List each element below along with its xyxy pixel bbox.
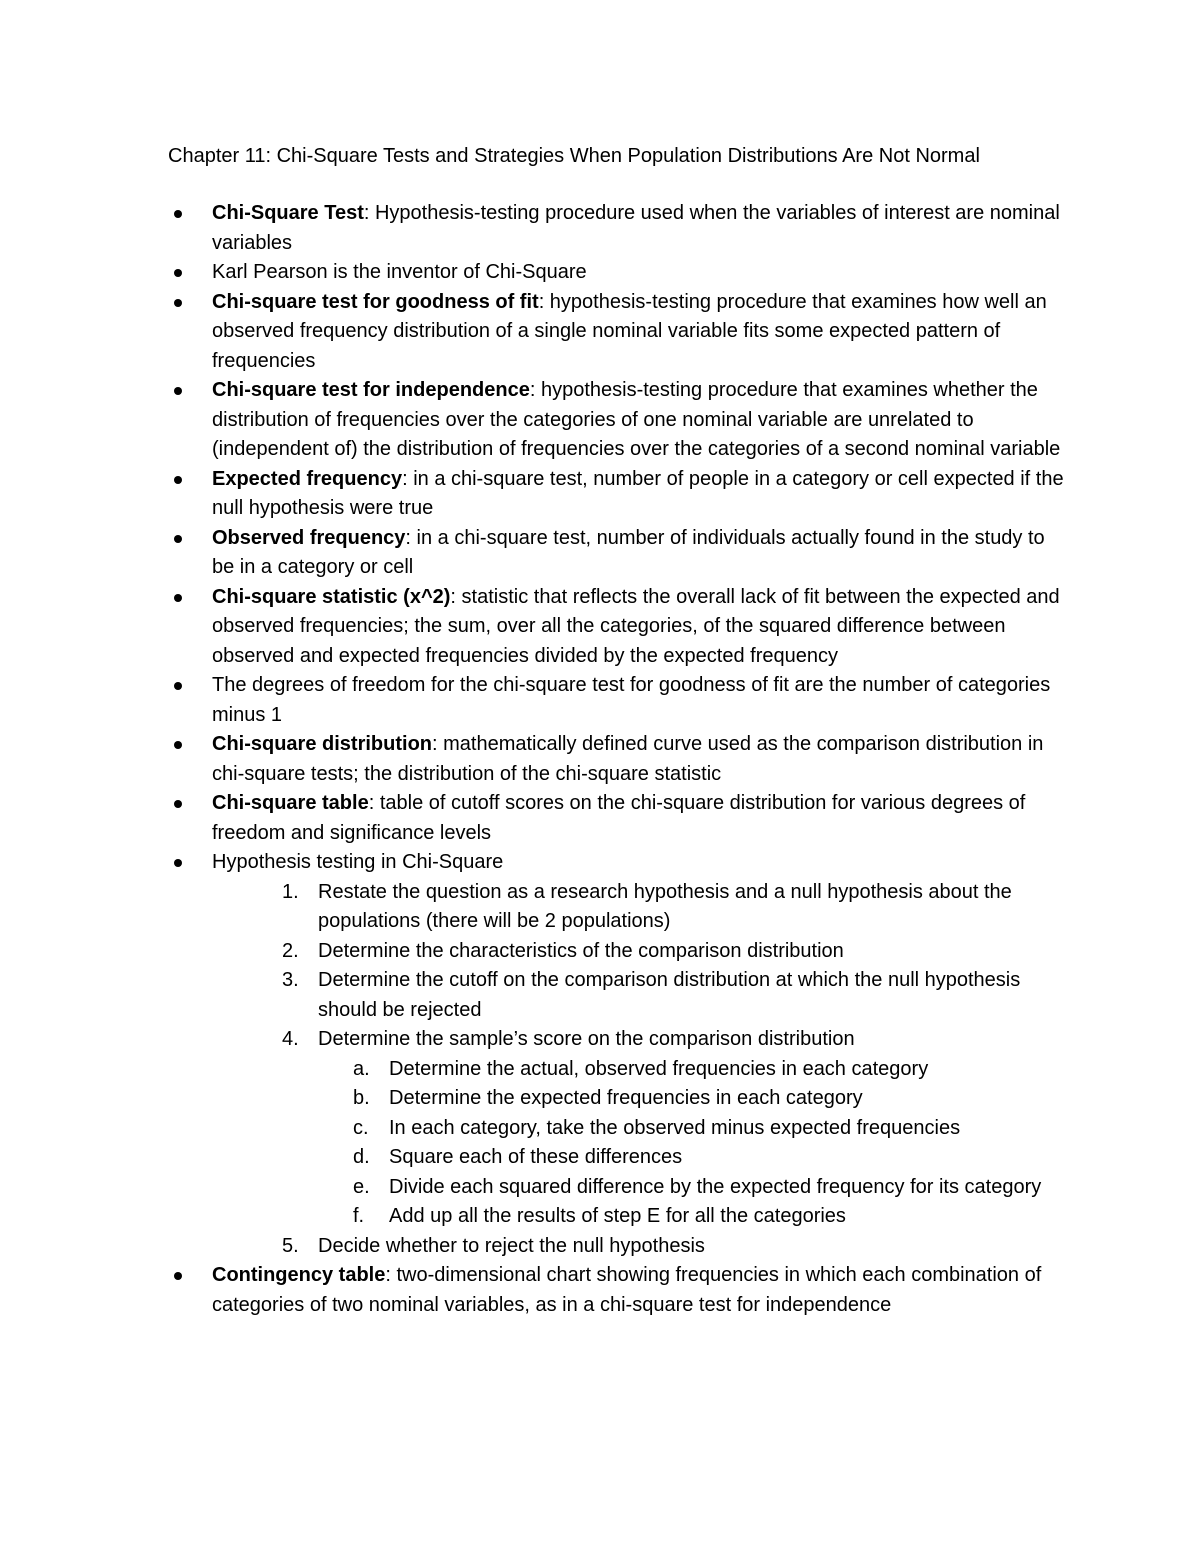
list-item [212,730,1072,789]
list-item [212,789,1072,848]
step-text: Determine the sample’s score on the comparison distribution [318,1028,855,1050]
definition: : in a chi-square test, number of individuals actually found in the study to be in a category or cell [212,526,1045,578]
list-item [212,465,1072,524]
term: Chi-Square Test [212,202,364,224]
step-text: Determine the characteristics of the comparison distribution [318,939,844,962]
step-number: 3. [282,969,299,991]
hypothesis-testing-item [212,848,1072,1261]
chapter-title: Chapter 11: Chi-Square Tests and Strategies When Population Distributions Are Not Normal [168,145,980,167]
definition: : in a chi-square test, number of people in a category or cell expected if the null hypothesis were true [212,467,1064,519]
substep-letter: c. [353,1116,369,1139]
list-item [212,1261,1072,1320]
substep-item [353,1055,1072,1085]
definition: : hypothesis-testing procedure that examines whether the distribution of frequencies over the categories of one nominal variable are unrelated to (independent of) the distribution of frequencies over the categories of a second nominal variable [212,379,1061,460]
step-text: Restate the question as a research hypothesis and a null hypothesis about the populations (there will be 2 populations) [318,880,1012,932]
substep-text: Square each of these differences [389,1146,683,1168]
step-number: 5. [282,1234,299,1257]
substep-item [353,1114,1072,1144]
definition: Karl Pearson is the inventor of Chi-Square [212,261,587,283]
substep-item [353,1202,1072,1232]
definition: The degrees of freedom for the chi-square test for goodness of fit are the number of categories minus 1 [212,674,1051,726]
substeps-list [318,1055,1072,1232]
step-number: 2. [282,939,299,962]
list-item [212,524,1072,583]
definition: : Hypothesis-testing procedure used when the variables of interest are nominal variables [212,202,1060,254]
term: Expected frequency [212,467,403,490]
term: Observed frequency [212,526,406,549]
list-item [212,376,1072,465]
list-item [212,583,1072,672]
definition: : statistic that reflects the overall lack of fit between the expected and observed frequencies; the sum, over all the categories, of the squared difference between observed and expected frequencies divided by the expected frequency [212,585,1060,667]
step-number: 4. [282,1028,299,1050]
list-item [212,258,1072,288]
step-item [282,878,1072,937]
definition: : two-dimensional chart showing frequencies in which each combination of categories of two nominal variables, as in a chi-square test for independence [212,1264,1042,1316]
step-number: 1. [282,880,299,903]
term: Chi-square distribution [212,733,432,755]
list-item [212,199,1072,258]
step-text: Decide whether to reject the null hypothesis [318,1234,705,1257]
list-item [212,671,1072,730]
definition: : table of cutoff scores on the chi-square distribution for various degrees of freedom and significance levels [212,792,1026,844]
substep-letter: e. [353,1175,370,1198]
substep-letter: a. [353,1057,370,1080]
substep-letter: f. [353,1205,365,1227]
step-text: Determine the cutoff on the comparison distribution at which the null hypothesis should be rejected [318,969,1021,1021]
substep-item [353,1143,1072,1173]
definitions-list [212,199,1072,1320]
substep-letter: b. [353,1087,370,1109]
term: Chi-square statistic (x^2) [212,585,451,608]
substep-text: Add up all the results of step E for all the categories [389,1205,846,1227]
step-item [282,1025,1072,1232]
substep-text: Divide each squared difference by the expected frequency for its category [389,1175,1042,1198]
substep-item [353,1173,1072,1203]
step-item [282,966,1072,1025]
steps-list [212,878,1072,1262]
substep-letter: d. [353,1146,370,1168]
list-item [212,288,1072,377]
term: Chi-square table [212,792,369,814]
term: Chi-square test for independence [212,379,530,401]
term: Contingency table [212,1264,386,1286]
substep-text: In each category, take the observed minus expected frequencies [389,1116,961,1139]
term: Chi-square test for goodness of fit [212,290,539,313]
definition: : hypothesis-testing procedure that examines how well an observed frequency distribution of a single nominal variable fits some expected pattern of frequencies [212,290,1047,372]
substep-text: Determine the expected frequencies in each category [389,1087,863,1109]
step-item [282,937,1072,967]
substep-text: Determine the actual, observed frequencies in each category [389,1057,929,1080]
definition: : mathematically defined curve used as the comparison distribution in chi-square tests; the distribution of the chi-square statistic [212,733,1044,785]
substep-item [353,1084,1072,1114]
step-item [282,1232,1072,1262]
hypothesis-heading: Hypothesis testing in Chi-Square [212,851,504,873]
